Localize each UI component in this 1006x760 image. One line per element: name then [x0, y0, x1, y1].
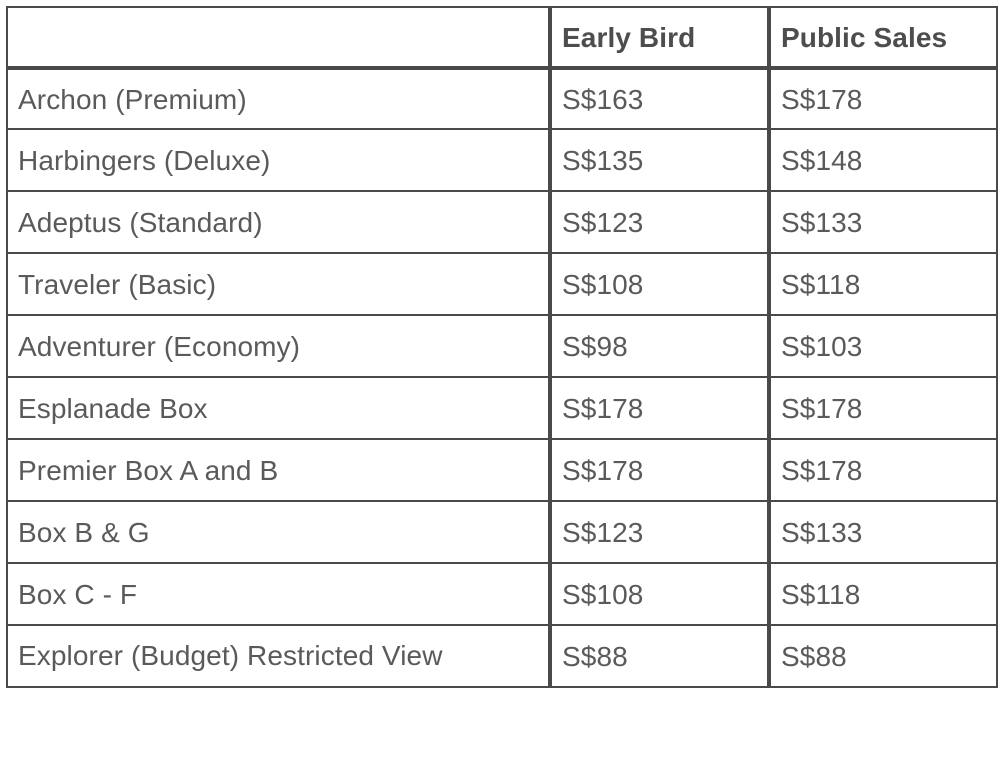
table-row — [6, 254, 998, 316]
row-label-box-c-f: Box C - F — [6, 564, 550, 626]
cell-public-sales-adventurer: S$103 — [769, 316, 998, 378]
column-header-early-bird: Early Bird — [550, 6, 769, 68]
row-label-box-b-g: Box B & G — [6, 502, 550, 564]
table-row — [6, 192, 998, 254]
cell-early-bird-box-c-f: S$108 — [550, 564, 769, 626]
column-header-public-sales: Public Sales — [769, 6, 998, 68]
cell-early-bird-explorer: S$88 — [550, 626, 769, 688]
row-label-adventurer: Adventurer (Economy) — [6, 316, 550, 378]
cell-public-sales-premier-box: S$178 — [769, 440, 998, 502]
row-label-archon: Archon (Premium) — [6, 68, 550, 130]
cell-early-bird-archon: S$163 — [550, 68, 769, 130]
cell-public-sales-archon: S$178 — [769, 68, 998, 130]
pricing-table — [6, 6, 998, 688]
table-row — [6, 130, 998, 192]
cell-early-bird-box-b-g: S$123 — [550, 502, 769, 564]
cell-public-sales-box-c-f: S$118 — [769, 564, 998, 626]
cell-early-bird-harbingers: S$135 — [550, 130, 769, 192]
cell-early-bird-premier-box: S$178 — [550, 440, 769, 502]
row-label-esplanade-box: Esplanade Box — [6, 378, 550, 440]
cell-public-sales-explorer: S$88 — [769, 626, 998, 688]
cell-early-bird-adventurer: S$98 — [550, 316, 769, 378]
table-row — [6, 626, 998, 688]
cell-public-sales-box-b-g: S$133 — [769, 502, 998, 564]
row-label-premier-box: Premier Box A and B — [6, 440, 550, 502]
table-row — [6, 68, 998, 130]
table-row — [6, 502, 998, 564]
cell-early-bird-traveler: S$108 — [550, 254, 769, 316]
cell-early-bird-esplanade-box: S$178 — [550, 378, 769, 440]
row-label-explorer: Explorer (Budget) Restricted View — [6, 626, 550, 688]
cell-public-sales-esplanade-box: S$178 — [769, 378, 998, 440]
table-row — [6, 564, 998, 626]
row-label-traveler: Traveler (Basic) — [6, 254, 550, 316]
table-header — [6, 6, 998, 68]
table-row — [6, 378, 998, 440]
table-row — [6, 316, 998, 378]
cell-public-sales-traveler: S$118 — [769, 254, 998, 316]
cell-public-sales-harbingers: S$148 — [769, 130, 998, 192]
row-label-adeptus: Adeptus (Standard) — [6, 192, 550, 254]
table-row — [6, 440, 998, 502]
cell-public-sales-adeptus: S$133 — [769, 192, 998, 254]
cell-early-bird-adeptus: S$123 — [550, 192, 769, 254]
column-header-category — [6, 6, 550, 68]
table-header-row — [6, 6, 998, 68]
row-label-harbingers: Harbingers (Deluxe) — [6, 130, 550, 192]
table-body — [6, 68, 998, 688]
